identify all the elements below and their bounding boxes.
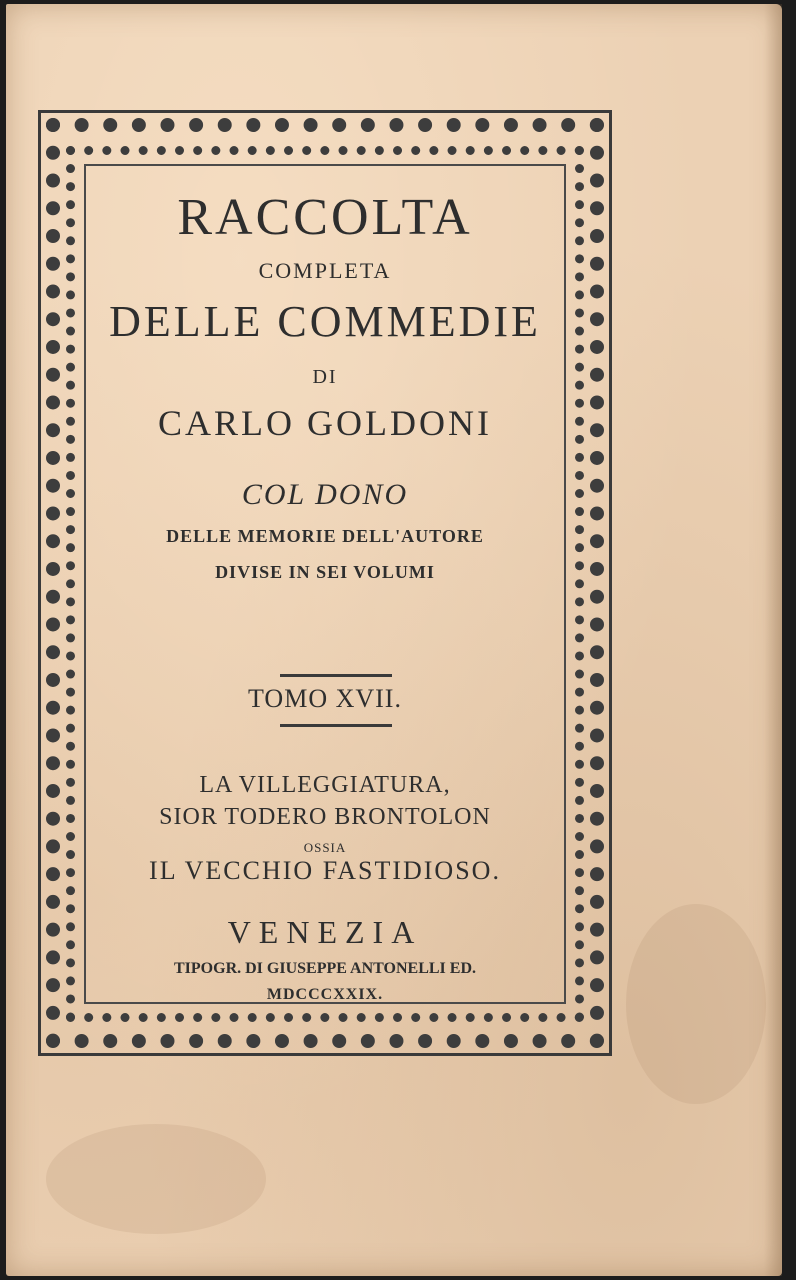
page-edge-shadow — [764, 4, 782, 1276]
title-di: DI — [312, 366, 338, 388]
volume-number: TOMO XVII. — [248, 684, 402, 713]
paper-stain — [46, 1124, 266, 1234]
play-title-ossia: OSSIA — [303, 840, 347, 855]
imprint-year: MDCCCXXIX. — [266, 986, 384, 1003]
paper-stain — [626, 904, 766, 1104]
author-name: CARLO GOLDONI — [158, 403, 492, 443]
subtitle-memorie: DELLE MEMORIE DELL'AUTORE — [166, 526, 484, 546]
play-title-vecchio-fastidioso: IL VECCHIO FASTIDIOSO. — [149, 856, 501, 885]
divider-rule-bottom — [280, 724, 392, 727]
title-delle-commedie: DELLE COMMEDIE — [109, 297, 541, 346]
play-title-villeggiatura: LA VILLEGGIATURA, — [199, 772, 451, 798]
subtitle-divise: DIVISE IN SEI VOLUMI — [215, 562, 435, 582]
imprint-printer: TIPOGR. DI GIUSEPPE ANTONELLI ED. — [174, 960, 476, 977]
title-raccolta: RACCOLTA — [177, 189, 473, 246]
subtitle-col-dono: COL DONO — [241, 478, 409, 511]
imprint-city: VENEZIA — [227, 914, 423, 950]
play-title-sior-todero: SIOR TODERO BRONTOLON — [159, 804, 491, 830]
divider-rule-top — [280, 674, 392, 677]
title-completa: COMPLETA — [258, 258, 392, 283]
